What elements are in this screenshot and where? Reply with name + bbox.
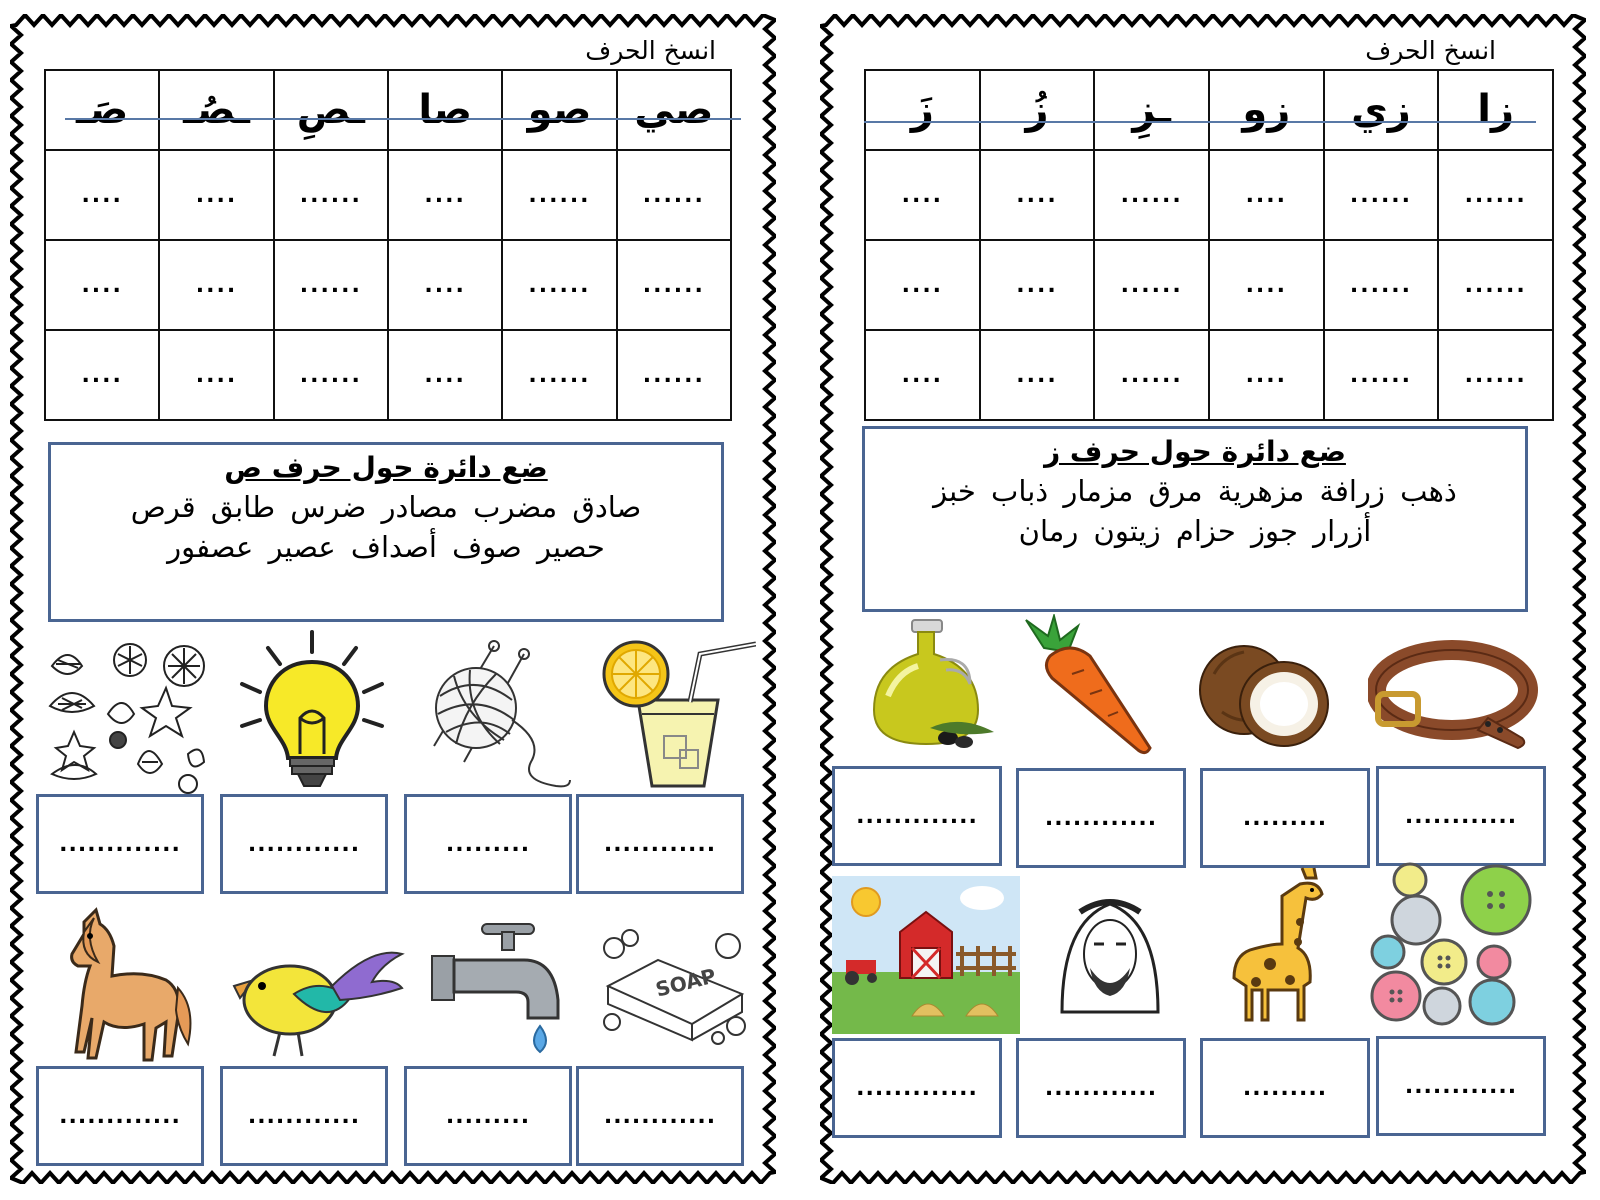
answer-box[interactable]: ............ — [576, 1066, 744, 1166]
worksheet-sad — [10, 14, 776, 1184]
farm-barn-icon — [832, 876, 1020, 1034]
word-list-line[interactable]: أزرار جوز حزام زيتون رمان — [1018, 514, 1372, 548]
copy-blank-cell[interactable]: .... — [45, 240, 159, 330]
copy-blank-cell[interactable]: ...... — [1324, 240, 1439, 330]
answer-box[interactable]: ............ — [220, 1066, 388, 1166]
buttons-icon — [1368, 862, 1534, 1028]
handwriting-guide-line — [65, 118, 741, 120]
horse-icon — [50, 902, 200, 1062]
answer-box[interactable]: ......... — [1200, 768, 1370, 868]
yarn-ball-icon — [414, 636, 574, 794]
letter-form-cell: زُ — [980, 70, 1095, 150]
copy-blank-cell[interactable]: ...... — [502, 150, 616, 240]
circle-letter-box — [48, 442, 724, 622]
faucet-icon — [428, 914, 578, 1064]
copy-letter-title: انسخ الحرف — [1365, 36, 1496, 65]
letter-form-cell: صا — [388, 70, 502, 150]
copy-blank-cell[interactable]: ...... — [502, 330, 616, 420]
worksheet-zay — [820, 14, 1586, 1184]
copy-blank-cell[interactable]: ...... — [274, 240, 388, 330]
copy-blank-cell[interactable]: ...... — [617, 150, 731, 240]
letter-form-cell: ـزِ — [1094, 70, 1209, 150]
bird-icon — [228, 942, 406, 1062]
copy-blank-cell[interactable]: ...... — [1324, 330, 1439, 420]
copy-blank-cell[interactable]: ...... — [617, 240, 731, 330]
carrot-icon — [1020, 614, 1160, 756]
copy-blank-cell[interactable]: ...... — [502, 240, 616, 330]
circle-letter-heading: ضع دائرة حول حرف ص — [224, 451, 548, 484]
coconut-icon — [1192, 634, 1332, 756]
seashells-icon — [38, 636, 210, 794]
letter-form-cell: زو — [1209, 70, 1324, 150]
copy-blank-cell[interactable]: ...... — [1438, 330, 1553, 420]
answer-box[interactable]: ............. — [832, 766, 1002, 866]
letter-form-cell: زي — [1324, 70, 1439, 150]
copy-blank-cell[interactable]: .... — [1209, 330, 1324, 420]
copy-blank-cell[interactable]: ...... — [274, 150, 388, 240]
letter-form-cell: صي — [617, 70, 731, 150]
copy-blank-cell[interactable]: .... — [980, 150, 1095, 240]
copy-blank-cell[interactable]: .... — [980, 240, 1095, 330]
answer-box[interactable]: ......... — [404, 1066, 572, 1166]
answer-box[interactable]: ............ — [1016, 1038, 1186, 1138]
word-list-line[interactable]: صادق مضرب مصادر ضرس طابق قرص — [130, 490, 642, 524]
copy-blank-cell[interactable]: ...... — [1094, 330, 1209, 420]
answer-box[interactable]: ............ — [1376, 766, 1546, 866]
copy-blank-cell[interactable]: .... — [865, 150, 980, 240]
copy-blank-cell[interactable]: .... — [388, 150, 502, 240]
letter-form-cell: زَ — [865, 70, 980, 150]
soap-label: SOAP — [653, 963, 719, 1002]
copy-blank-cell[interactable]: .... — [388, 240, 502, 330]
copy-blank-cell[interactable]: .... — [159, 240, 273, 330]
copy-blank-cell[interactable]: ...... — [1094, 150, 1209, 240]
circle-letter-heading: ضع دائرة حول حرف ز — [1044, 435, 1346, 468]
copy-blank-cell[interactable]: ...... — [1438, 150, 1553, 240]
copy-blank-cell[interactable]: ...... — [1438, 240, 1553, 330]
copy-blank-cell[interactable]: .... — [1209, 240, 1324, 330]
copy-blank-cell[interactable]: .... — [45, 330, 159, 420]
word-list-line[interactable]: ذهب زرافة مزهرية مرق مزمار ذباب خبز — [933, 474, 1457, 508]
copy-blank-cell[interactable]: .... — [388, 330, 502, 420]
belt-icon — [1368, 634, 1538, 758]
letter-form-cell: صَـ — [45, 70, 159, 150]
lemonade-icon — [594, 632, 756, 794]
copy-blank-cell[interactable]: ...... — [1094, 240, 1209, 330]
answer-box[interactable]: ............ — [220, 794, 388, 894]
soap-icon — [598, 926, 748, 1052]
answer-box[interactable]: ......... — [404, 794, 572, 894]
answer-box[interactable]: ............. — [36, 794, 204, 894]
copy-blank-cell[interactable]: .... — [980, 330, 1095, 420]
answer-box[interactable]: ............ — [1376, 1036, 1546, 1136]
letter-copy-table — [44, 69, 732, 421]
letter-form-cell: صو — [502, 70, 616, 150]
circle-letter-box — [862, 426, 1528, 612]
copy-blank-cell[interactable]: ...... — [617, 330, 731, 420]
word-list-line[interactable]: حصير صوف أصداف عصير عصفور — [167, 530, 605, 564]
copy-blank-cell[interactable]: .... — [159, 150, 273, 240]
answer-box[interactable]: ............ — [1016, 768, 1186, 868]
copy-blank-cell[interactable]: .... — [159, 330, 273, 420]
letter-form-cell: ـصِ — [274, 70, 388, 150]
letter-form-cell: ـصُـ — [159, 70, 273, 150]
copy-blank-cell[interactable]: ...... — [274, 330, 388, 420]
lightbulb-icon — [228, 626, 396, 794]
giraffe-icon — [1210, 862, 1342, 1028]
copy-blank-cell[interactable]: .... — [1209, 150, 1324, 240]
copy-blank-cell[interactable]: .... — [865, 240, 980, 330]
copy-letter-title: انسخ الحرف — [585, 36, 716, 65]
sheikh-portrait-icon — [1050, 882, 1170, 1022]
answer-box[interactable]: ......... — [1200, 1038, 1370, 1138]
copy-blank-cell[interactable]: .... — [865, 330, 980, 420]
answer-box[interactable]: ............. — [832, 1038, 1002, 1138]
letter-form-cell: زا — [1438, 70, 1553, 150]
answer-box[interactable]: ............. — [36, 1066, 204, 1166]
copy-blank-cell[interactable]: ...... — [1324, 150, 1439, 240]
olive-oil-icon — [860, 616, 998, 756]
handwriting-guide-line — [864, 121, 1536, 123]
copy-blank-cell[interactable]: .... — [45, 150, 159, 240]
answer-box[interactable]: ............ — [576, 794, 744, 894]
